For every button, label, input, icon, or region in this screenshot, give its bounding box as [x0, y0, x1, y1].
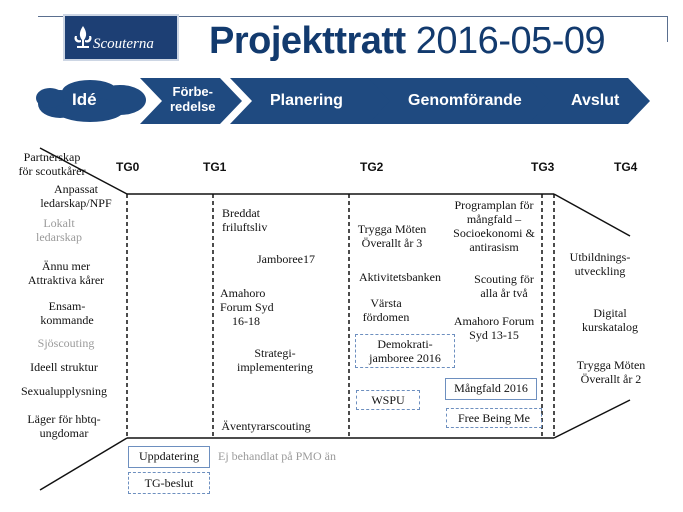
- title-date: 2016-05-09: [415, 20, 606, 62]
- idea-item: Ideell struktur: [30, 360, 98, 374]
- closing-item: Digital kurskatalog: [582, 306, 638, 334]
- closing-item: Trygga Möten Överallt år 2: [576, 358, 646, 386]
- idea-item: Anpassat ledarskap/NPF: [40, 182, 112, 210]
- stage-genomforande-label: Genomförande: [408, 92, 522, 109]
- logo-wordmark: Scouterna: [93, 36, 154, 52]
- execution-item: Aktivitetsbanken: [359, 270, 441, 284]
- stage-planering-label: Planering: [270, 92, 343, 109]
- execution-item: Scouting för alla år två: [474, 272, 534, 300]
- gate-tg2: TG2: [360, 160, 384, 174]
- planning-item: Amahoro Forum Syd 16-18: [220, 286, 274, 328]
- gate-tg1: TG1: [203, 160, 227, 174]
- planning-item: Strategi- implementering: [237, 346, 313, 374]
- planning-item: Jamboree17: [257, 252, 315, 266]
- stage-avslut-label: Avslut: [571, 92, 620, 109]
- gate-tg3: TG3: [531, 160, 555, 174]
- idea-item: Läger för hbtq- ungdomar: [27, 412, 101, 440]
- update-box: Mångfald 2016: [445, 378, 537, 400]
- execution-item: Trygga Möten Överallt år 3: [357, 222, 427, 250]
- idea-item: Partnerskap för scoutkårer: [18, 150, 86, 178]
- idea-item: Ensam- kommande: [40, 299, 94, 327]
- legend-tg-decision-box: TG-beslut: [128, 472, 210, 494]
- stage-forberedelse-line2: redelse: [170, 99, 216, 114]
- planning-item: Breddat friluftsliv: [222, 206, 268, 234]
- legend-note: Ej behandlat på PMO än: [218, 449, 336, 463]
- idea-item-muted: Lokalt ledarskap: [36, 216, 82, 244]
- idea-item: Sexualupplysning: [21, 384, 107, 398]
- idea-item-muted: Sjöscouting: [37, 336, 95, 350]
- execution-item: Värsta fördomen: [362, 296, 410, 324]
- execution-item: Programplan för mångfald – Socioekonomi & antirasism: [453, 198, 535, 254]
- execution-item: Amahoro Forum Syd 13-15: [453, 314, 535, 342]
- stage-forberedelse-line1: Förbe-: [172, 84, 213, 99]
- idea-item: Ännu mer Attraktiva kårer: [27, 259, 105, 287]
- tg-decision-box: Free Being Me: [446, 408, 542, 428]
- planning-item: Äventyrarscouting: [221, 419, 311, 433]
- gate-tg0: TG0: [116, 160, 140, 174]
- closing-item: Utbildnings- utveckling: [569, 250, 631, 278]
- legend-update-box: Uppdatering: [128, 446, 210, 468]
- gate-tg4: TG4: [614, 160, 638, 174]
- tg-decision-box: Demokrati- jamboree 2016: [355, 334, 455, 368]
- stage-ide-label: Idé: [72, 90, 97, 109]
- title-main: Projekttratt: [209, 20, 406, 62]
- tg-decision-box: WSPU: [356, 390, 420, 410]
